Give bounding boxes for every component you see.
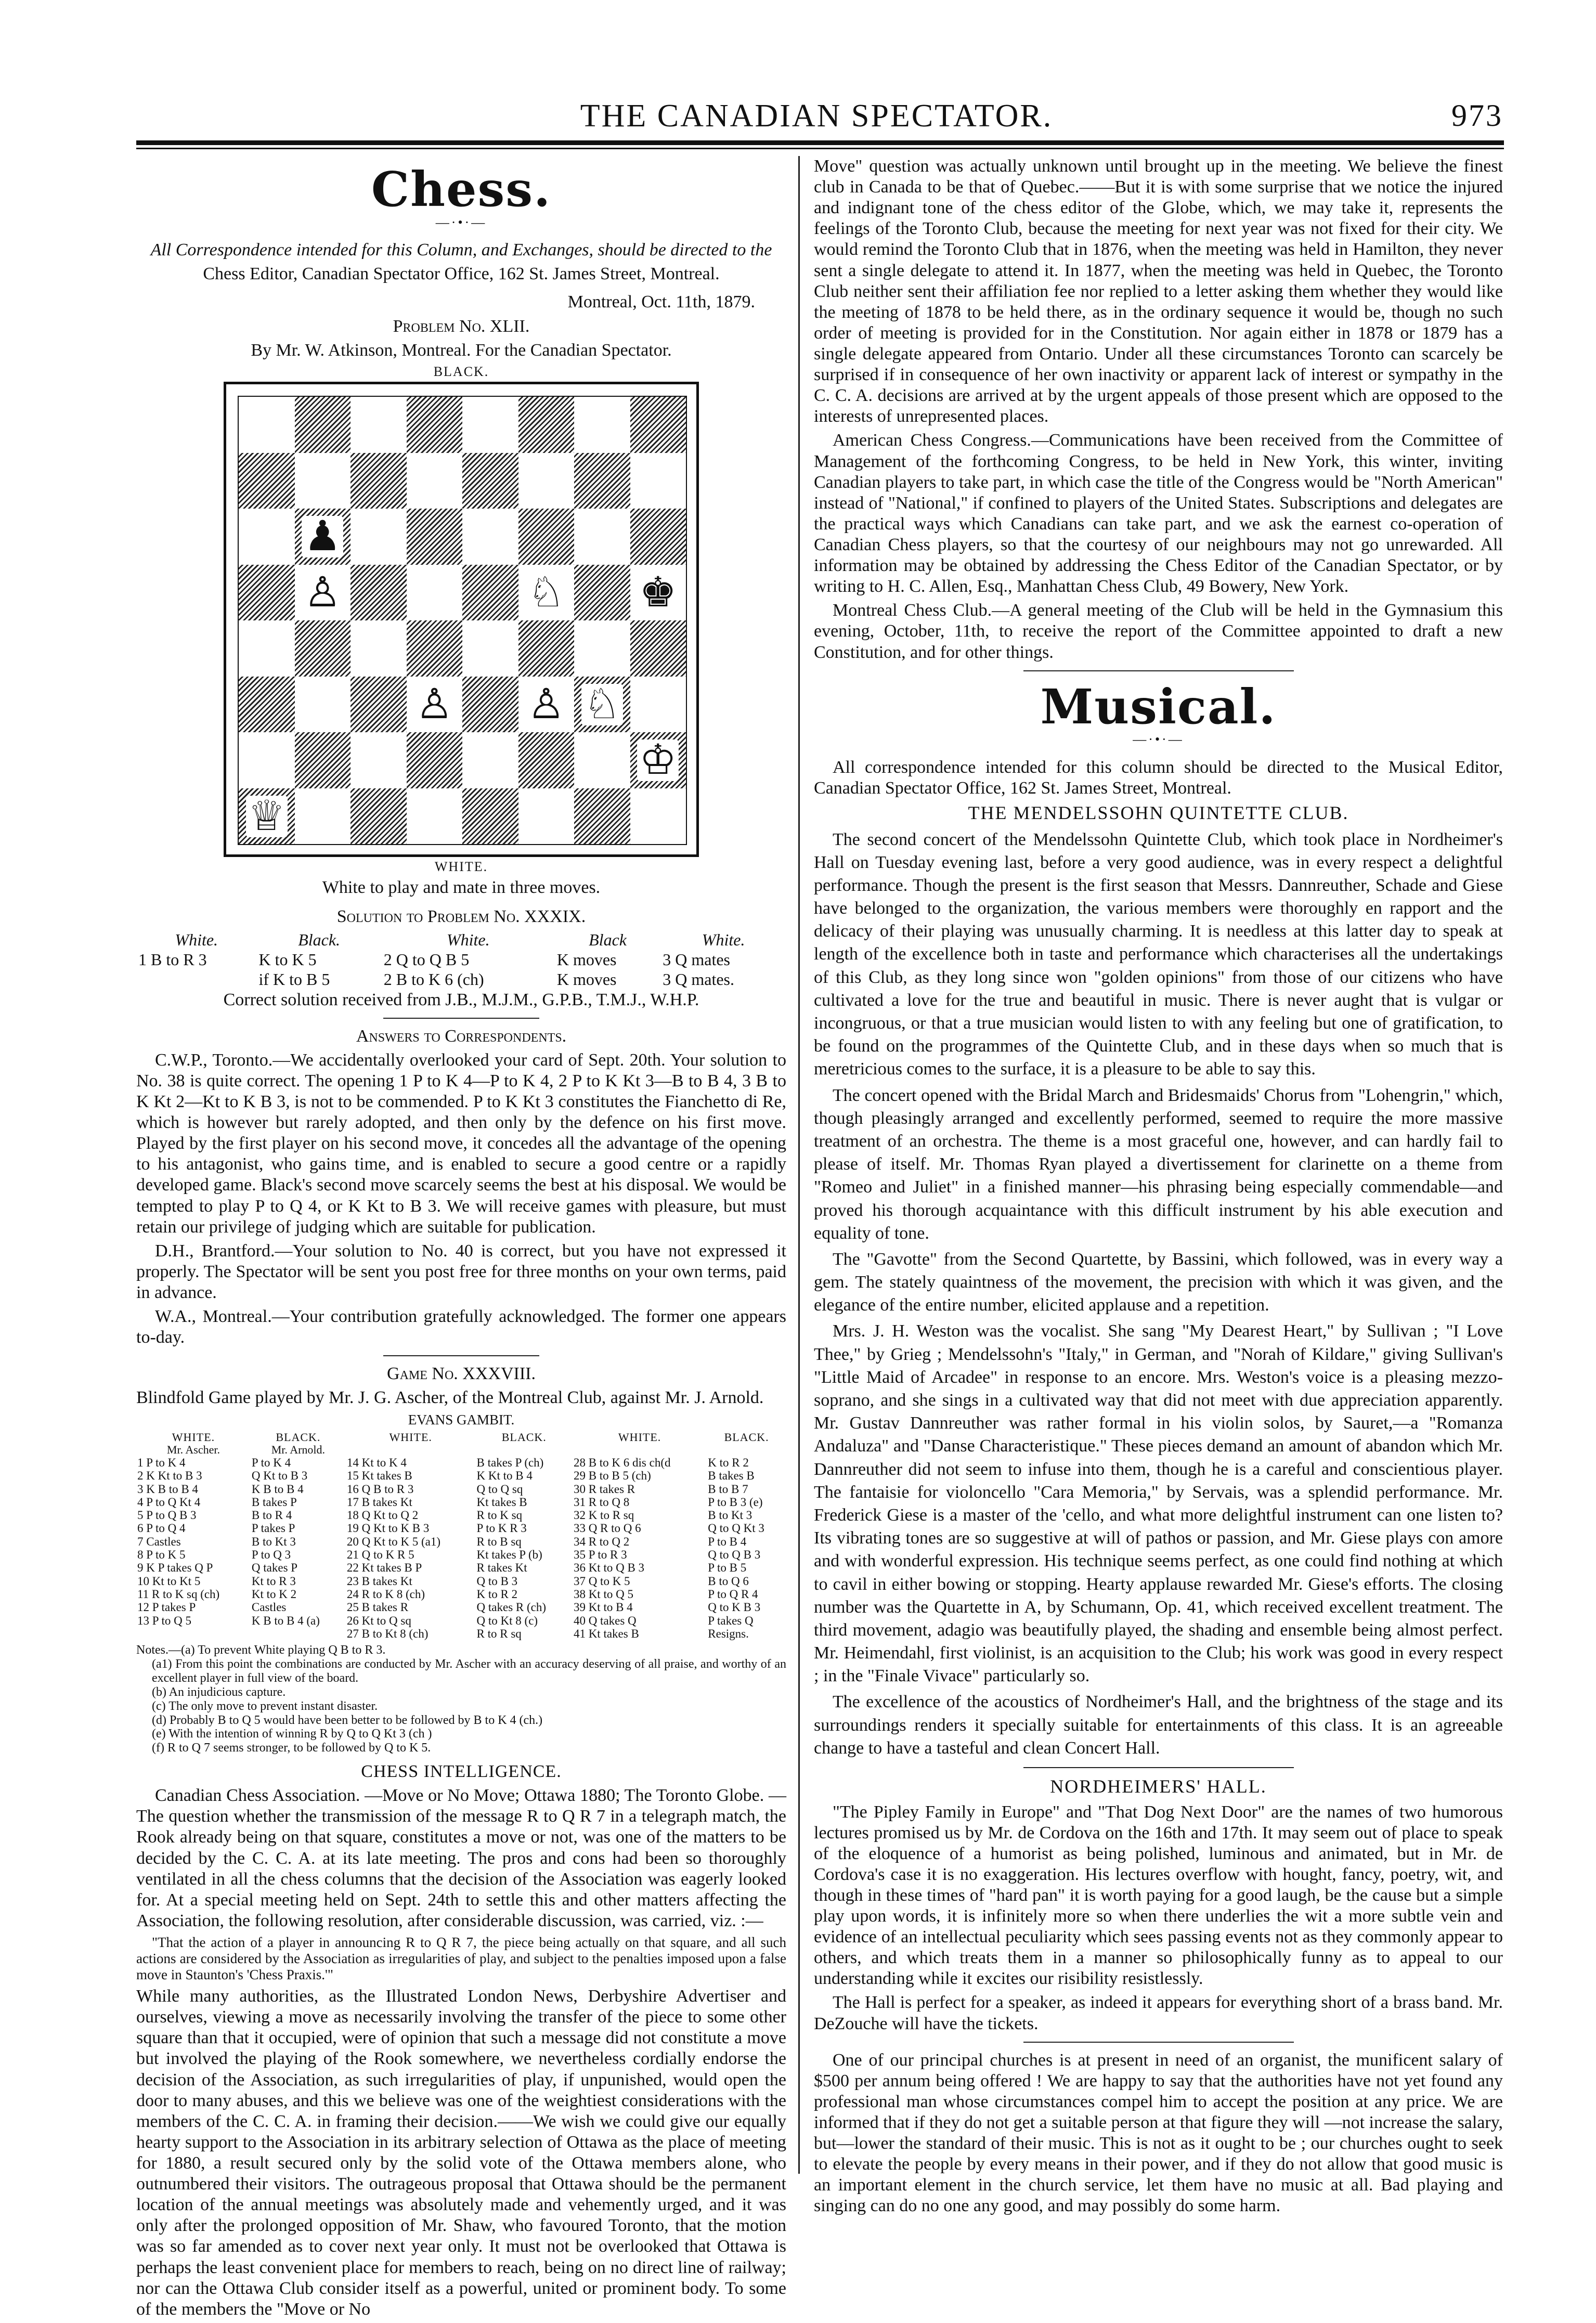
square [239,509,295,565]
game-move-cell [136,1627,251,1640]
square [574,620,630,677]
square [295,732,351,788]
solution-header: White. [175,930,218,950]
square [518,565,575,621]
game-header: BLACK. [501,1430,547,1444]
game-move-cell: P to B 3 (e) [708,1495,763,1509]
game-note: (a1) From this point the combinations are conducted by Mr. Ascher with an accuracy deserving of all praise, and worthy of an excellent player in full view of the board. [152,1657,786,1685]
game-move-cell: Q to Q B 3 [708,1548,761,1562]
game-move-cell: 16 Q B to R 3 [346,1482,414,1496]
game-note: (d) Probably B to Q 5 would have been better to be followed by B to K 4 (ch.) [152,1713,543,1727]
game-move-cell: 30 R takes R [573,1482,635,1496]
game-header: BLACK. [724,1430,769,1444]
game-move-cell: 32 K to R sq [573,1509,634,1522]
divider [1023,2042,1294,2043]
square [462,677,518,733]
game-move-cell: Kt takes P (b) [476,1548,542,1562]
ornament-divider: —·•·— [435,214,487,230]
header-rule-heavy [136,140,1504,145]
solution-cell: 3 Q mates [663,950,730,969]
square [462,397,518,453]
game-move-cell: 12 P takes P [137,1601,196,1614]
square [351,788,407,845]
article-paragraph: The Hall is perfect for a speaker, as indeed it appears for everything short of a brass band. Mr. DeZouche will have the tickets. [814,1993,1503,2033]
white-pawn-icon: ♙ [302,572,343,614]
game-move-cell: 8 P to K 5 [137,1548,186,1562]
divider [383,1355,539,1356]
solution-cell: if K to B 5 [258,969,330,989]
game-move-row [136,1496,786,1509]
solution-title: Solution to Problem No. XXXIX. [336,907,586,927]
game-move-cell: B to Q 6 [708,1574,749,1588]
game-move-cell: B to Kt 3 [708,1509,752,1522]
square [630,620,686,677]
player-name: Mr. Arnold. [271,1443,326,1456]
square [295,397,351,453]
game-move-cell: 15 Kt takes B [346,1469,412,1483]
square [574,732,630,788]
square [630,677,686,733]
solution-cell: 1 B to R 3 [138,950,207,969]
solution-cell: K to K 5 [258,950,317,969]
square [462,509,518,565]
game-move-cell: B takes P (ch) [476,1456,544,1469]
game-move-cell: Q Kt to B 3 [251,1469,308,1483]
white-king-icon: ♔ [637,739,679,781]
game-move-cell: B takes B [708,1469,755,1483]
ornament-divider: —·•·— [1133,732,1184,747]
game-move-cell: B takes P [251,1495,297,1509]
solution-header: Black. [298,930,341,950]
article-paragraph: Mrs. J. H. Weston was the vocalist. She sang "My Dearest Heart," by Sullivan ; "I Love Thee," by Grieg ; Mendelssohn's "Italy," in German, and "Norah of Kildare," giving Sullivan's "Little Maid of Arcadee" in response to an encore. Mrs. Weston's voice is a pleasing mezzo-soprano, and she sings in a cultivated way that did not meet with due appreciation apparently. Mr. Gustav Dannreuther was rather formal in his violin solos, by Sauret,—a "Romanza Andaluza" and "Danse Characteristique." These pieces demand an amount of abandon which Mr. Dannreuther did not seem to infuse into them, though he is a careful and conscientious player. The fantaisie for violoncello "Cara Memoria," by Servais, was a splendid performance. Mr. Frederick Giese is a master of the 'cello, and what more delightful instrument can one listen to? Its vibrating tones are so suggestive at will of pathos or passion, and Mr. Giese plays con amore and with wonderful expression. His technique seems perfect, as one could find nothing at which to cavil in either bowing or stopping. Hearty applause rewarded Mr. Giese's efforts. The closing number was the Quartette in A, by Schumann, Op. 41, which received excellent treatment. The third movement, adagio was beautifully played, the shading and ensemble being almost perfect. Mr. Heimendahl, first violinist, is an acquisition to the Club; his work was good in every respect ; in the "Finale Vivace" particularly so. [814,1321,1503,1686]
game-move-cell: B to Kt 3 [251,1535,296,1548]
musical-section-title: Musical. [1040,678,1277,735]
solution-cell: K moves [556,950,617,969]
square [630,509,686,565]
empty-cell [346,1444,476,1456]
game-move-cell: Resigns. [708,1627,749,1640]
game-move-cell: P to Q R 4 [708,1587,758,1601]
square [407,565,463,621]
game-move-cell [251,1627,346,1640]
article-paragraph: The concert opened with the Bridal March and Bridesmaids' Chorus from "Lohengrin," which, though pleasingly arranged and excellently performed, seemed to require the more massive treatment of an orchestra. The theme is a most graceful one, however, and can hardly fail to please of itself. Mr. Thomas Ryan played a divertissement for clarinette on a theme from "Romeo and Juliet" in a finished manner—his phrasing being especially commendable—and proved his thorough acquaintance with this difficult instrument by his able execution and equality of tone. [814,1085,1503,1243]
black-pawn-icon: ♟ [302,516,343,557]
chess-correspondence-address: Chess Editor, Canadian Spectator Office, 162 St. James Street, Montreal. [203,264,720,284]
game-move-cell: P to K 4 [251,1456,291,1469]
game-notes [136,1643,786,1755]
problem-instruction: White to play and mate in three moves. [322,878,601,898]
white-queen-icon: ♕ [246,796,288,837]
white-knight-icon: ♘ [581,684,623,725]
game-move-row [136,1575,786,1588]
white-pawn-icon: ♙ [413,684,455,725]
game-move-row [136,1469,786,1482]
game-move-row [136,1588,786,1601]
square [630,732,686,788]
game-move-cell: 5 P to Q B 3 [137,1509,197,1522]
square [407,788,463,845]
square [295,620,351,677]
solution-received: Correct solution received from J.B., M.J.M., G.P.B., T.M.J., W.H.P. [223,990,699,1009]
square [407,620,463,677]
game-move-cell: B to R 4 [251,1509,292,1522]
game-opening: EVANS GAMBIT. [408,1411,515,1427]
game-move-row [136,1627,786,1640]
game-note: Notes.—(a) To prevent White playing Q B to R 3. [136,1643,386,1657]
game-move-cell: 36 Kt to Q B 3 [573,1561,645,1575]
game-move-cell: 34 R to Q 2 [573,1535,630,1548]
problem-title: Problem No. XLII. [393,316,530,336]
game-move-cell: 19 Q Kt to K B 3 [346,1522,430,1535]
square [295,677,351,733]
square [239,397,295,453]
game-move-row [136,1456,786,1469]
square [351,732,407,788]
game-move-cell: 27 B to Kt 8 (ch) [346,1627,429,1640]
game-moves-body [136,1456,786,1640]
game-move-cell: P to B 4 [708,1535,747,1548]
chess-congress-paragraph: American Chess Congress.—Communications have been received from the Committee of Management of the forthcoming Congress, to be held in New York, this winter, inviting Canadian players to take part, in which case the title of the Congress would be "North American" instead of "National," if confined to players of the United States. Subscriptions and delegates are the practical ways which Canadians can take part, and we ask the earnest co-operation of Canadian Chess players, so that the courtesy of our neighbours may not go unrewarded. All information may be obtained by addressing the Chess Editor of the Canadian Spectator, or by writing to H. C. Allen, Esq., Manhattan Chess Club, 49 Bowery, New York. [814,431,1503,596]
black-label: BLACK. [433,364,489,379]
game-move-cell: 9 K P takes Q P [137,1561,213,1575]
article-paragraph: "The Pipley Family in Europe" and "That Dog Next Door" are the names of two humorous lectures promised us by Mr. de Cordova on the 16th and 17th. It may seem out of place to speak of the eloquence of a humorist as being polished, luminous and animated, but in Mr. de Cordova's case it is no exaggeration. His lectures overflow with hought, fancy, poetry, wit, and though in these times of "hard pan" it is worth paying for a good laugh, be the cause but a simple play upon words, it is infinitely more so when there underlies the wit a more subtle vein and evidence of an intellectual peculiarity which sees passing events not as they commonly appear to others, and which treats them in a manner so philosophically funny as to appeal to our understanding while it excites our risibility resistlessly. [814,1802,1503,1989]
game-move-cell: 21 Q to K R 5 [346,1548,414,1562]
game-move-cell: Castles [251,1601,287,1614]
square [574,677,630,733]
game-move-cell: 13 P to Q 5 [137,1614,191,1627]
game-move-cell: P to Q 3 [251,1548,291,1562]
square [407,732,463,788]
square [630,565,686,621]
answers-title: Answers to Correspondents. [356,1026,567,1046]
musical-intro: All correspondence intended for this column should be directed to the Musical Editor, Canadian Spectator Office, 162 St. James Street, Montreal. [814,757,1503,798]
game-move-cell: Q to K B 3 [708,1601,761,1614]
game-move-cell: 1 P to K 4 [137,1456,186,1469]
game-move-cell: 20 Q Kt to K 5 (a1) [346,1535,441,1548]
white-pawn-icon: ♙ [525,684,567,725]
header-rule-thin [136,148,1504,149]
game-move-cell: 4 P to Q Kt 4 [137,1495,201,1509]
game-header: WHITE. [618,1430,661,1444]
intelligence-paragraph: Canadian Chess Association. —Move or No Move; Ottawa 1880; The Toronto Globe. —The question whether the transmission of the message R to Q R 7 in a telegraph match, the Rook already being on that square, constitutes a move or not, was one of the matters to be decided by the C. C. A. at its late meeting. The pros and cons had been so thoroughly ventilated in all the chess columns that the decision of the Association was eagerly looked for. At a special meeting held on Sept. 24th to settle this and other matters affecting the Association, the following resolution, after considerable discussion, was carried, viz. :— [136,1786,786,1930]
game-move-cell: R to R sq [476,1627,522,1640]
game-header: WHITE. [172,1430,215,1444]
square [574,453,630,509]
game-players-row [136,1444,786,1456]
square [518,788,575,845]
square [351,620,407,677]
game-move-cell: 37 Q to K 5 [573,1574,630,1588]
page-number: 973 [1451,98,1503,133]
square [239,732,295,788]
game-move-cell: 17 B takes Kt [346,1495,412,1509]
square [574,788,630,845]
game-move-cell: K Kt to B 4 [476,1469,533,1483]
white-label: WHITE. [434,859,488,875]
game-move-cell: 26 Kt to Q sq [346,1614,411,1627]
game-move-row [136,1548,786,1561]
game-move-row [136,1601,786,1614]
game-move-row [136,1561,786,1574]
montreal-club-paragraph: Montreal Chess Club.—A general meeting of the Club will be held in the Gymnasium this evening, October, 11th, to receive the report of the Committee appointed to draft a new Constitution, and for other things. [814,601,1503,662]
publication-title: THE CANADIAN SPECTATOR. [580,98,1053,134]
solution-cell [136,970,256,990]
column-divider [798,156,800,2174]
square [407,509,463,565]
game-move-cell: 38 Kt to Q 5 [573,1587,633,1601]
problem-author: By Mr. W. Atkinson, Montreal. For the Canadian Spectator. [251,340,672,360]
square [239,788,295,845]
article-paragraph: The second concert of the Mendelssohn Quintette Club, which took place in Nordheimer's Hall on Tuesday evening last, before a very good audience, was in every respect a delightful performance. Though the present is the first season that Messrs. Dannreuther, Schade and Giese have belonged to the organization, the various members were thoroughly en rapport and the delicacy of their playing was unusually charming. It is needless at this latter day to speak at length of the excellence both in taste and performance which characterises all the undertakings of this Club, as they long since won "golden opinions" from those of our citizens who have cultivated a love for the true and beautiful in music. There is never aught that is vulgar or incongruous, or that a true musician would listen to with any feeling but one of gratification, to be found on the programmes of the Quintette Club, and in these days when so much that is meretricious comes to the surface, it is a pleasure to be able to say this. [814,829,1503,1079]
white-knight-icon: ♘ [525,572,567,614]
game-move-cell: K to R 2 [708,1456,749,1469]
solution-cell: 2 Q to Q B 5 [383,950,470,969]
solution-cell: 2 B to K 6 (ch) [383,969,484,989]
game-move-row [136,1614,786,1627]
solution-table [136,930,786,989]
solution-header: Black [589,930,627,950]
game-move-cell: 24 R to K 8 (ch) [346,1587,425,1601]
chessboard-frame [224,382,699,857]
divider [383,1018,539,1019]
empty-cell [476,1444,573,1456]
square [518,509,575,565]
player-name: Mr. Ascher. [166,1443,220,1456]
game-note: (c) The only move to prevent instant disaster. [152,1699,378,1713]
square [407,397,463,453]
game-move-cell: 6 P to Q 4 [137,1522,186,1535]
game-move-cell: K to R 2 [476,1587,518,1601]
game-move-cell: 23 B takes Kt [346,1574,412,1588]
square [351,677,407,733]
square [574,397,630,453]
square [518,677,575,733]
chess-section-title: Chess. [371,161,552,217]
mendelssohn-title: THE MENDELSSOHN QUINTETTE CLUB. [968,802,1349,824]
square [407,677,463,733]
game-move-cell: Kt to K 2 [251,1587,297,1601]
game-move-cell: 2 K Kt to B 3 [137,1469,202,1483]
square [351,509,407,565]
square [295,509,351,565]
game-move-cell: 22 Kt takes B P [346,1561,422,1575]
game-move-cell: Q to Kt 8 (c) [476,1614,538,1627]
game-moves-table [136,1431,786,1641]
game-header: WHITE. [389,1430,432,1444]
square [295,453,351,509]
game-header: BLACK. [276,1430,321,1444]
answer-paragraph: W.A., Montreal.—Your contribution gratefully acknowledged. The former one appears to-day. [136,1307,786,1347]
answer-paragraph: D.H., Brantford.—Your solution to No. 40 is correct, but you have not expressed it properly. The Spectator will be sent you post free for three months on your own terms, paid in advance. [136,1241,786,1302]
square [462,453,518,509]
game-move-cell: 18 Q Kt to Q 2 [346,1509,419,1522]
organist-paragraph: One of our principal churches is at present in need of an organist, the munificent salary of $500 per annum being offered ! We are happy to say that the authorities have not yet found any professional man whose circumstances compel him to accept the position at any price. We are informed that if they do not get a suitable person at that figure they will —not increase the salary, but—lower the standard of their music. This is not as it ought to be ; our churches ought to seek to elevate the people by every means in their power, and if they do not allow that good music is an important element in the church service, let them have no music at all. Bad playing and singing can do no one any good, and may possibly do some harm. [814,2050,1503,2216]
solution-header: White. [446,930,490,950]
answer-paragraph: C.W.P., Toronto.—We accidentally overlooked your card of Sept. 20th. Your solution to No. 38 is quite correct. The opening 1 P to K 4—P to K 4, 2 P to K Kt 3—B to B 4, 3 B to K Kt 2—Kt to K B 3, is not to be commended. P to K Kt 3 constitutes the Fianchetto di Re, which is however but rarely adopted, and then only by the defence on his first move. Played by the first player on his second move, it concedes all the advantage of the opening to his antagonist, who gains time, and is enabled to secure a good centre or a rapidly developed game. Black's second move scarcely seems the best at his disposal. We would be tempted to play P to Q 4, or K Kt to B 3. We will receive games with pleasure, but must retain our privilege of judging which are suitable for publication. [136,1050,786,1237]
game-move-row [136,1535,786,1548]
square [630,397,686,453]
square [351,397,407,453]
game-move-cell: 40 Q takes Q [573,1614,637,1627]
game-move-cell: Q takes R (ch) [476,1601,547,1614]
game-move-cell: 11 R to K sq (ch) [137,1587,220,1601]
empty-cell [573,1444,707,1456]
game-move-cell: 3 K B to B 4 [137,1482,198,1496]
game-move-cell: R to B sq [476,1535,522,1548]
square [574,565,630,621]
left-column [136,156,786,2323]
game-move-cell: P to K R 3 [476,1522,527,1535]
game-move-cell: P takes Q [708,1614,754,1627]
square [462,732,518,788]
game-move-cell: Q to B 3 [476,1574,518,1588]
game-note: (f) R to Q 7 seems stronger, to be followed by Q to K 5. [152,1741,431,1755]
right-column [814,156,1503,2220]
square [295,788,351,845]
game-move-cell: 10 Kt to Kt 5 [137,1574,201,1588]
game-move-row [136,1522,786,1535]
square [239,453,295,509]
square [518,620,575,677]
game-move-cell: 14 Kt to K 4 [346,1456,407,1469]
square [630,453,686,509]
game-move-cell: 25 B takes R [346,1601,409,1614]
game-move-cell: R takes Kt [476,1561,527,1575]
solution-cell: K moves [556,969,617,989]
intelligence-title: CHESS INTELLIGENCE. [361,1762,562,1782]
game-move-cell: 33 Q R to Q 6 [573,1522,641,1535]
square [462,788,518,845]
game-move-row [136,1483,786,1496]
square [462,620,518,677]
game-note: (b) An injudicious capture. [152,1685,286,1699]
game-move-cell: 7 Castles [137,1535,181,1548]
game-move-cell: R to K sq [476,1509,523,1522]
game-move-cell: Q to Q sq [476,1482,523,1496]
divider [1023,1767,1294,1768]
game-move-cell: K B to B 4 (a) [251,1614,320,1627]
continued-paragraph: Move" question was actually unknown until brought up in the meeting. We believe the finest club in Canada to be that of Quebec.——But it is with some surprise that we notice the injured and indignant tone of the chess editor of the Globe, which, we may take it, represents the feelings of the Toronto Club, because the meeting for next year was not fixed for their city. We would remind the Toronto Club that in 1876, when the meeting was held in Hamilton, they never sent a single delegate to attend it. In 1877, when the meeting was held in Quebec, the Toronto Club neither sent their affiliation fee nor replied to a letter asking them whether they would like the meeting of 1878 to be held there, as in the ordinary sequence it would be, though no such order of meeting is provided for in the Constitution. Nor again either in 1878 or 1879 has a single delegate appeared from Ontario. Under all these circumstances Toronto can scarcely be surprised if in consequence of her own inactivity or apparent lack of interest or sympathy in the C. C. A. decisions are arrived at by the urgent appeals of those present which are opposed to the interests of unrepresented places. [814,157,1503,426]
game-move-cell: 39 Kt to B 4 [573,1601,633,1614]
resolution-quote: "That the action of a player in announcing R to Q R 7, the piece being actually on that square, and all such actions are considered by the Association as irregularities of play, and subject to the penalties imposed upon a false move in Staunton's 'Chess Praxis.'" [136,1935,786,1983]
black-king-icon: ♚ [637,572,679,614]
intelligence-paragraph: While many authorities, as the Illustrated London News, Derbyshire Advertiser and ourselves, viewing a move as necessarily involving the transfer of the piece to some other square than that it occupied, were of opinion that such a message did not constitute a move but involved the playing of the Rook somewhere, we nevertheless cordially endorse the decision of the Association, as such irregularities of play, if unpunished, would open the door to many abuses, and this we believe was one of the weightiest considerations with the members of the C. C. A. in framing their decision.——We wish we could give our equally hearty support to the Association in its arbitrary selection of Ottawa as the place of meeting for 1880, a result secured only by the solid vote of the Ottawa members alone, who outnumbered their visitors. The outrageous proposal that Ottawa should be the permanent location of the annual meetings was absolutely made and vehemently urged, and it was only after the prolonged opposition of Mr. Shaw, who favoured Toronto, that the motion was so far amended as to cover next year only. It must not be overlooked that Ottawa is perhaps the least convenient place for members to reach, being on no direct line of railway; nor can the Ottawa Club consider itself as a powerful, united or prominent body. To some of the members the "Move or No [136,1987,786,2319]
square [351,565,407,621]
game-move-cell: P takes P [251,1522,295,1535]
game-move-cell: 41 Kt takes B [573,1627,639,1640]
chess-correspondence: All Correspondence intended for this Column, and Exchanges, should be directed to the [150,240,772,260]
empty-cell [707,1444,786,1456]
solution-cell: 3 Q mates. [663,969,734,989]
square [630,788,686,845]
square [295,565,351,621]
game-move-cell: P to B 5 [708,1561,747,1575]
game-move-cell: K B to B 4 [251,1482,304,1496]
square [518,732,575,788]
square [518,453,575,509]
mendelssohn-article [814,828,1503,1760]
divider [1023,670,1294,671]
square [351,453,407,509]
solution-row [136,970,786,990]
square [239,620,295,677]
masthead [130,98,1503,134]
game-move-cell: Kt to R 3 [251,1574,296,1588]
solution-row [136,950,786,970]
square [239,677,295,733]
article-paragraph: The excellence of the acoustics of Nordheimer's Hall, and the brightness of the stage and its surroundings renders it specially suitable for entertainments of this class. It is an agreeable change to have a tasteful and clean Concert Hall. [814,1692,1503,1758]
game-move-cell: Q takes P [251,1561,298,1575]
chessboard [238,396,687,845]
square [239,565,295,621]
game-note: (e) With the intention of winning R by Q to Q Kt 3 (ch ) [152,1727,432,1741]
game-header-row [136,1431,786,1444]
dateline: Montreal, Oct. 11th, 1879. [567,292,755,312]
game-move-cell: 35 P to R 3 [573,1548,627,1562]
square [462,565,518,621]
game-title: Game No. XXXVIII. [387,1364,536,1384]
game-move-cell: B to B 7 [708,1482,748,1496]
game-move-cell: 29 B to B 5 (ch) [573,1469,651,1483]
game-move-cell: 28 B to K 6 dis ch(d [573,1456,671,1469]
square [518,397,575,453]
solution-header: White. [702,930,745,950]
article-paragraph: The "Gavotte" from the Second Quartette, by Bassini, which followed, was in every way a gem. The stately quaintness of the movement, the precision with which it was given, and the elegance of the entire number, elicited applause and a repetition. [814,1249,1503,1315]
game-move-cell: Kt takes B [476,1495,527,1509]
solution-header-row [136,930,786,950]
square [574,509,630,565]
game-move-cell: Q to Q Kt 3 [708,1522,764,1535]
game-move-cell: 31 R to Q 8 [573,1495,630,1509]
game-move-row [136,1509,786,1522]
square [407,453,463,509]
nordheimers-title: NORDHEIMERS' HALL. [1050,1776,1267,1797]
game-description: Blindfold Game played by Mr. J. G. Ascher, of the Montreal Club, against Mr. J. Arnold. [136,1388,764,1408]
